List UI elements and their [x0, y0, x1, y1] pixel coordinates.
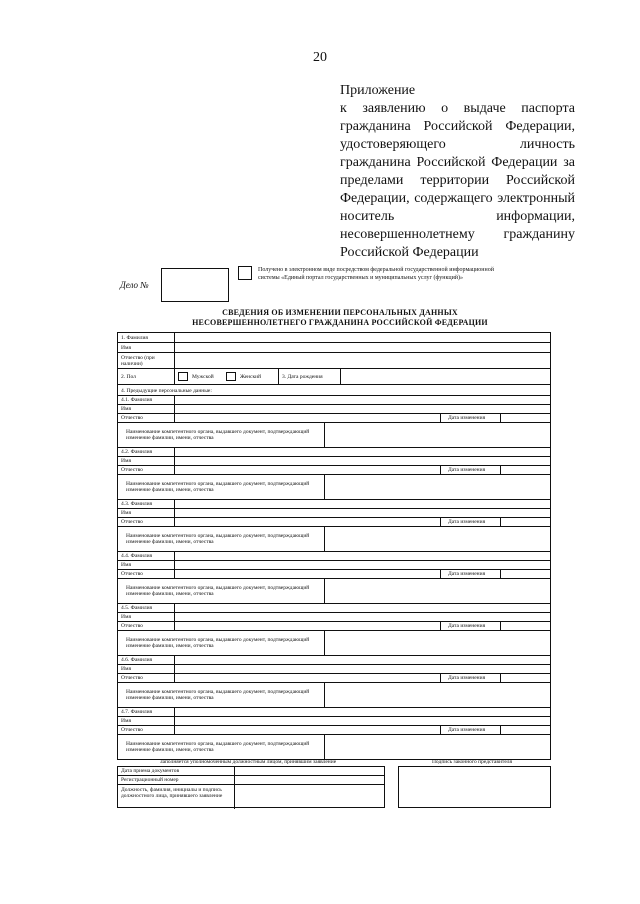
case-number-field[interactable] [161, 268, 229, 302]
prev-authority-label: Наименование компетентного органа, выдавшего документ, подтверждающий изменение фамилии, имени, отчества [126, 585, 310, 597]
prev-patronymic-label: Отчество [121, 675, 143, 681]
prev-patronymic-label: Отчество [121, 467, 143, 473]
prev-surname-row[interactable] [118, 656, 550, 665]
prev-name-label: Имя [121, 718, 131, 724]
previous-data-block [117, 604, 551, 656]
prev-name-row[interactable] [118, 457, 550, 466]
male-checkbox[interactable] [178, 372, 188, 381]
prev-patronymic-label: Отчество [121, 415, 143, 421]
prev-patronymic-label: Отчество [121, 571, 143, 577]
receipt-date-label: Дата приема документов [121, 768, 180, 774]
reg-number-label: Регистрационный номер [121, 777, 179, 783]
prev-authority-row[interactable] [118, 683, 550, 708]
prev-surname-label: 4.7. Фамилия [121, 709, 153, 715]
prev-patronymic-row[interactable] [118, 518, 550, 527]
prev-authority-label: Наименование компетентного органа, выдавшего документ, подтверждающий изменение фамилии, имени, отчества [126, 741, 310, 753]
prev-surname-label: 4.4. Фамилия [121, 553, 153, 559]
representative-signature-label: Подпись законного представителя [431, 759, 513, 765]
appendix-header [340, 82, 575, 262]
official-position-row[interactable] [118, 785, 384, 809]
page-number: 20 [313, 50, 327, 65]
female-checkbox[interactable] [226, 372, 236, 381]
prev-patronymic-label: Отчество [121, 623, 143, 629]
prev-name-row[interactable] [118, 613, 550, 622]
case-number-label: Дело № [120, 280, 149, 290]
prev-patronymic-label: Отчество [121, 519, 143, 525]
surname-label: 1. Фамилия [121, 335, 148, 341]
prev-authority-label: Наименование компетентного органа, выдавшего документ, подтверждающий изменение фамилии, имени, отчества [126, 689, 310, 701]
male-label: Мужской [192, 374, 214, 380]
birth-date-label: 3. Дата рождения [282, 374, 323, 380]
prev-name-label: Имя [121, 666, 131, 672]
name-label: Имя [121, 345, 131, 351]
patronymic-label: Отчество (при наличии) [121, 355, 155, 367]
prev-patronymic-row[interactable] [118, 622, 550, 631]
prev-surname-row[interactable] [118, 604, 550, 613]
prev-surname-label: 4.6. Фамилия [121, 657, 153, 663]
patronymic-row[interactable] [118, 353, 550, 369]
prev-authority-row[interactable] [118, 423, 550, 448]
previous-data-block [117, 552, 551, 604]
prev-change-date-label: Дата изменения [448, 623, 486, 629]
prev-change-date-label: Дата изменения [448, 675, 486, 681]
prev-name-label: Имя [121, 458, 131, 464]
prev-change-date-label: Дата изменения [448, 727, 486, 733]
previous-data-block [117, 396, 551, 448]
prev-surname-label: 4.1. Фамилия [121, 397, 153, 403]
prev-authority-row[interactable] [118, 735, 550, 760]
prev-patronymic-row[interactable] [118, 726, 550, 735]
previous-data-block [117, 708, 551, 760]
prev-authority-label: Наименование компетентного органа, выдавшего документ, подтверждающий изменение фамилии, имени, отчества [126, 481, 310, 493]
personal-data-table [117, 332, 551, 396]
prev-authority-label: Наименование компетентного органа, выдавшего документ, подтверждающий изменение фамилии, имени, отчества [126, 533, 310, 545]
previous-data-label: 4. Предыдущие персональные данные: [121, 388, 212, 394]
prev-surname-row[interactable] [118, 396, 550, 405]
prev-authority-label: Наименование компетентного органа, выдавшего документ, подтверждающий изменение фамилии, имени, отчества [126, 637, 310, 649]
prev-surname-label: 4.2. Фамилия [121, 449, 153, 455]
prev-surname-label: 4.5. Фамилия [121, 605, 153, 611]
prev-patronymic-row[interactable] [118, 414, 550, 423]
prev-surname-row[interactable] [118, 500, 550, 509]
prev-name-row[interactable] [118, 561, 550, 570]
surname-row[interactable] [118, 333, 550, 343]
prev-patronymic-row[interactable] [118, 674, 550, 683]
previous-data-block [117, 656, 551, 708]
prev-surname-label: 4.3. Фамилия [121, 501, 153, 507]
prev-name-row[interactable] [118, 509, 550, 518]
receipt-date-row[interactable] [118, 767, 384, 776]
reg-number-row[interactable] [118, 776, 384, 785]
form-title-line-1: СВЕДЕНИЯ ОБ ИЗМЕНЕНИИ ПЕРСОНАЛЬНЫХ ДАННЫХ [222, 308, 458, 317]
appendix-text: к заявлению о выдаче паспорта гражданина Российской Федерации, удостоверяющего личность гражданина Российской Федерации за пределами территории Российской Федерации, содержащего электронный носитель информации, несовершеннолетнему гражданину Российской Федерации [340, 101, 575, 260]
prev-patronymic-row[interactable] [118, 570, 550, 579]
appendix-title: Приложение [340, 83, 416, 98]
prev-authority-row[interactable] [118, 579, 550, 604]
prev-patronymic-row[interactable] [118, 466, 550, 475]
official-title: Заполняется уполномоченным должностным лицом, принявшим заявление [159, 759, 337, 765]
prev-surname-row[interactable] [118, 552, 550, 561]
prev-authority-row[interactable] [118, 475, 550, 500]
prev-name-row[interactable] [118, 717, 550, 726]
prev-change-date-label: Дата изменения [448, 519, 486, 525]
prev-name-label: Имя [121, 562, 131, 568]
prev-change-date-label: Дата изменения [448, 415, 486, 421]
prev-change-date-label: Дата изменения [448, 467, 486, 473]
sex-label: 2. Пол [121, 374, 136, 380]
electronic-receipt-label: Получено в электронном виде посредством федеральной государственной информационной системы «Единый портал государственных и муниципальных услуг (функций)» [258, 267, 494, 281]
sex-birth-row [118, 369, 550, 385]
prev-patronymic-label: Отчество [121, 727, 143, 733]
electronic-receipt-checkbox[interactable] [238, 266, 252, 280]
name-row[interactable] [118, 343, 550, 353]
representative-signature-field[interactable] [398, 766, 551, 808]
prev-surname-row[interactable] [118, 708, 550, 717]
form-title-line-2: НЕСОВЕРШЕННОЛЕТНЕГО ГРАЖДАНИНА РОССИЙСКОЙ ФЕДЕРАЦИИ [192, 318, 488, 327]
prev-name-label: Имя [121, 614, 131, 620]
prev-name-row[interactable] [118, 665, 550, 674]
female-label: Женский [240, 374, 262, 380]
prev-name-label: Имя [121, 510, 131, 516]
prev-authority-label: Наименование компетентного органа, выдавшего документ, подтверждающий изменение фамилии, имени, отчества [126, 429, 310, 441]
previous-data-block [117, 448, 551, 500]
prev-authority-row[interactable] [118, 631, 550, 656]
prev-change-date-label: Дата изменения [448, 571, 486, 577]
prev-surname-row[interactable] [118, 448, 550, 457]
previous-data-block [117, 500, 551, 552]
official-table [117, 766, 385, 808]
prev-name-label: Имя [121, 406, 131, 412]
prev-authority-row[interactable] [118, 527, 550, 552]
form-title [120, 308, 560, 328]
official-position-label: Должность, фамилия, инициалы и подпись должностного лица, принявшего заявление [121, 787, 223, 799]
prev-name-row[interactable] [118, 405, 550, 414]
